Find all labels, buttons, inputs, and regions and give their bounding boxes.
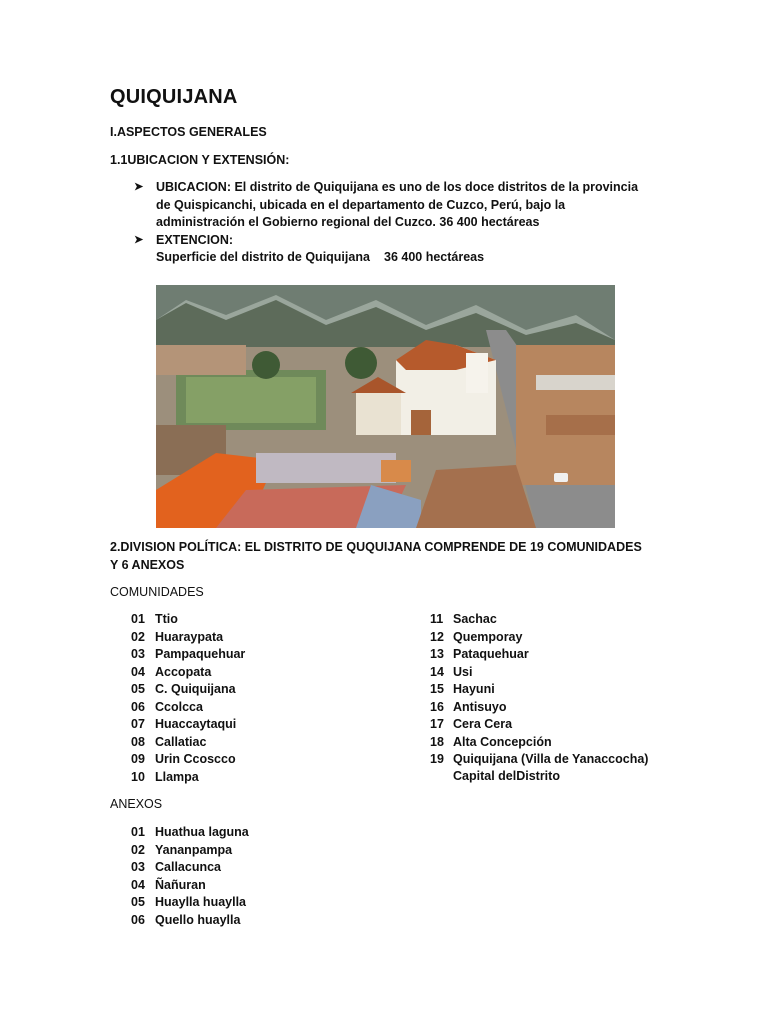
list-item: 17 Cera Cera: [430, 717, 513, 731]
comunidades-label: COMUNIDADES: [110, 585, 204, 599]
list-item: 02 Yananpampa: [131, 842, 233, 857]
list-item: 04 Accopata: [131, 664, 212, 679]
arrow-bullet-icon: ➤: [134, 233, 144, 246]
extension-key: Superficie del distrito de Quiquijana: [156, 250, 370, 264]
arrow-bullet-icon: ➤: [134, 181, 144, 193]
list-item: 05 C. Quiquijana: [131, 682, 236, 696]
list-item: 13 Pataquehuar: [430, 647, 529, 661]
list-item: 05 Huaylla huaylla: [131, 895, 247, 909]
section-heading-aspectos: I.ASPECTOS GENERALES: [110, 125, 267, 139]
list-item: 08 Callatiac: [131, 734, 207, 749]
list-item: 14 Usi: [430, 664, 473, 679]
bullet-label: EXTENCION:: [156, 232, 234, 247]
list-item: 03 Pampaquehuar: [131, 647, 246, 661]
list-item: 03 Callacunca: [131, 860, 222, 874]
list-item: 06 Quello huaylla: [131, 912, 241, 927]
list-item: 09 Urin Ccoscco: [131, 752, 236, 766]
page-title: QUIQUIJANA: [110, 86, 238, 108]
list-item: 06 Ccolcca: [131, 699, 203, 714]
list-item: 01 Ttio: [131, 612, 178, 626]
list-item: 19 Quiquijana (Villa de Yanaccocha): [430, 752, 649, 766]
town-aerial-image: [156, 285, 615, 528]
extension-value: 36 400 hectáreas: [384, 250, 485, 264]
list-item: 12 Quemporay: [430, 629, 523, 644]
anexos-label: ANEXOS: [110, 797, 163, 811]
list-item: 04 Ñañuran: [131, 877, 206, 892]
list-item: 02 Huaraypata: [131, 629, 224, 644]
extension-row: [156, 249, 654, 267]
bullet-list: [134, 179, 654, 267]
list-item: 15 Hayuni: [430, 682, 495, 696]
list-item: 11 Sachac: [430, 612, 497, 626]
comunidades-list-col1: [131, 611, 245, 786]
list-item: 07 Huaccaytaqui: [131, 717, 237, 731]
list-item: 10 Llampa: [131, 769, 199, 784]
subheading-ubicacion: 1.1UBICACION Y EXTENSIÓN:: [110, 153, 290, 167]
section-heading-division: 2.DIVISION POLÍTICA: EL DISTRITO DE QUQUIJANA COMPRENDE DE 19 COMUNIDADES Y 6 ANEXOS: [110, 540, 642, 572]
bullet-label: UBICACION:: [156, 180, 231, 194]
town-photo: [156, 285, 615, 528]
capital-note: Capital delDistrito: [453, 769, 560, 783]
bullet-ubicacion: [134, 179, 654, 232]
bullet-text: El distrito de Quiquijana es uno de los doce distritos de la provincia de Quispicanchi, ubicada en el departamento de Cuzco, Perú, bajo la administración el Gobierno regional del Cuzco. 36 400 hectáreas: [156, 180, 639, 229]
list-item: 16 Antisuyo: [430, 699, 507, 714]
list-item: 01 Huathua laguna: [131, 825, 249, 839]
comunidades-list-col2: [430, 611, 648, 769]
anexos-list: [131, 824, 249, 929]
list-item: 18 Alta Concepción: [430, 734, 552, 749]
bullet-extencion: [134, 232, 654, 267]
